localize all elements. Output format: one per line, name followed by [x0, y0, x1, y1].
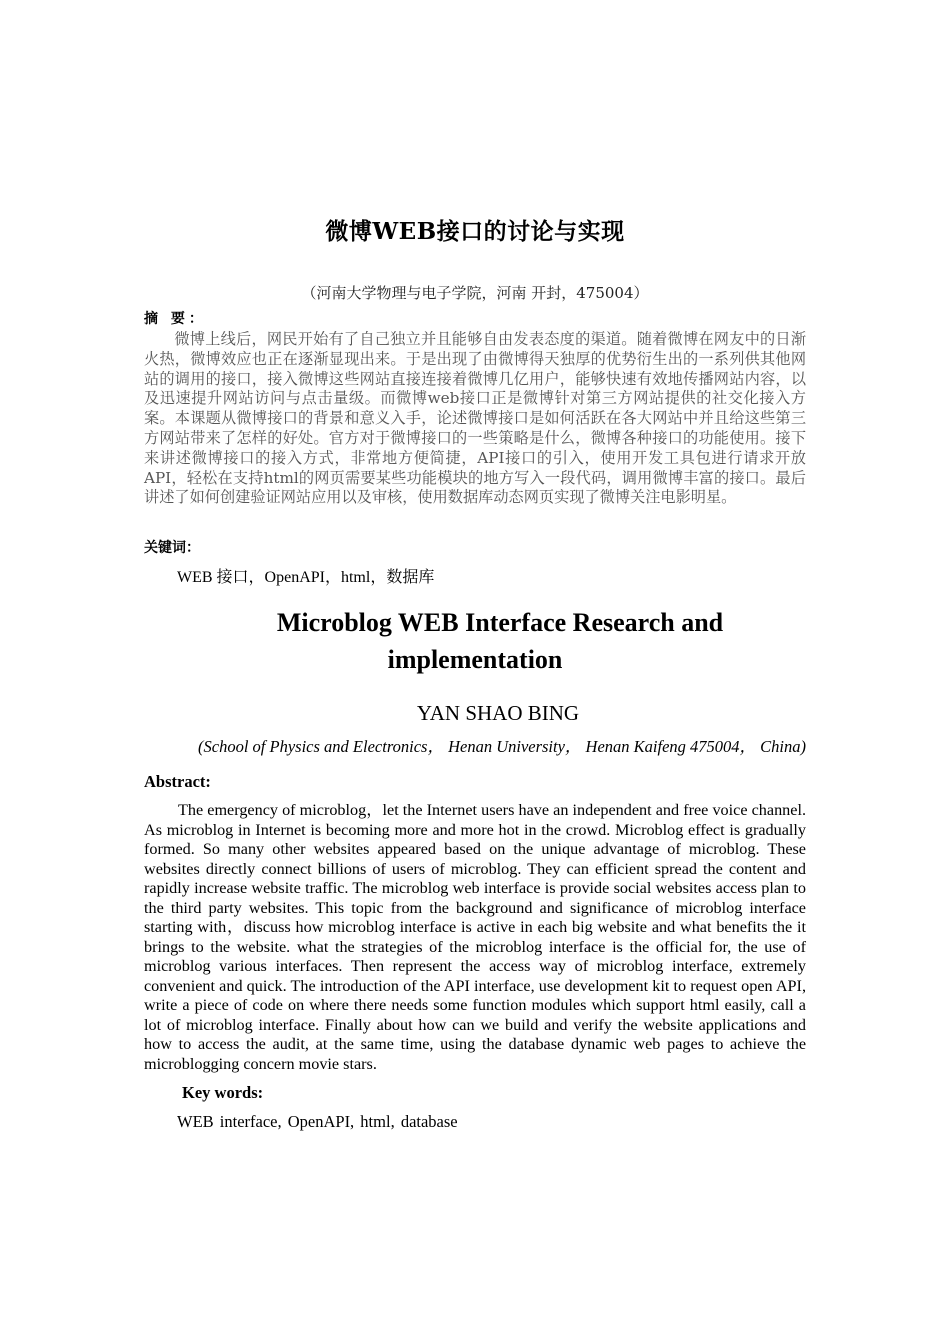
english-affiliation: (School of Physics and Electronics， Henan University， Henan Kaifeng 475004， China): [198, 737, 806, 756]
english-keywords-label: Key words:: [182, 1083, 264, 1102]
chinese-abstract-label: 摘 要：: [144, 311, 207, 327]
english-author: YAN SHAO BING: [416, 701, 580, 725]
chinese-affiliation: （河南大学物理与电子学院，河南 开封，475004）: [301, 284, 649, 302]
chinese-keywords-label: 关键词：: [144, 540, 200, 556]
english-title-line-2: implementation: [387, 645, 563, 674]
english-keywords: WEB interface, OpenAPI, html, database: [177, 1112, 458, 1131]
english-title-line-1: Microblog WEB Interface Research and: [276, 608, 724, 637]
english-abstract-label: Abstract:: [144, 772, 211, 791]
chinese-title: 微博WEB接口的讨论与实现: [325, 218, 625, 245]
chinese-abstract-body: 微博上线后，网民开始有了自己独立并且能够自由发表态度的渠道。随着微博在网友中的日渐火热，微博效应也正在逐渐显现出来。于是出现了由微博得天独厚的优势衍生出的一系列供其他网站的调用的接口，接入微博这些网站直接连接着微博几亿用户，能够快速有效地传播网站内容，以及迅速提升网站访问与点击量级。而微博web接口正是微博针对第三方网站提供的社交化接入方案。本课题从微博接口的背景和意义入手，论述微博接口是如何活跃在各大网站中并且给这些第三方网站带来了怎样的好处。官方对于微博接口的一些策略是什么，微博各种接口的功能使用。接下来讲述微博接口的接入方式，非常地方便简捷，API接口的引入，使用开发工具包进行请求开放API，轻松在支持html的网页需要某些功能模块的地方写入一段代码，调用微博丰富的接口。最后讲述了如何创建验证网站应用以及审核，使用数据库动态网页实现了微博关注电影明星。: [144, 330, 806, 507]
english-abstract-body: The emergency of microblog，let the Internet users have an independent and free voice channel. As microblog in Internet is becoming more and more hot in the crowd. Microblog effect is gradually formed. So many other websites appeared based on the unique advantage of microblog. These websites directly connect billions of users of microblog. They can efficient spread the content and rapidly increase website traffic. The microblog web interface is provide social websites access plan to the third party websites. This topic from the background and significance of microblog interface starting with，discuss how microblog interface is active in each big website and what benefits the it brings to the website. what the strategies of the microblog interface is the official for, the use of microblog various interfaces. Then represent the access way of microblog interface, extremely convenient and quick. The introduction of the API interface, use development kit to request open API, write a piece of code on where there needs some function modules which support html easily, call a lot of microblog interface. Finally about how can we build and verify the website applications and how to access the audit, at the same time, using the database dynamic web pages to achieve the microblogging concern movie stars.: [144, 801, 806, 1073]
chinese-keywords: WEB 接口，OpenAPI，html，数据库: [177, 569, 435, 586]
